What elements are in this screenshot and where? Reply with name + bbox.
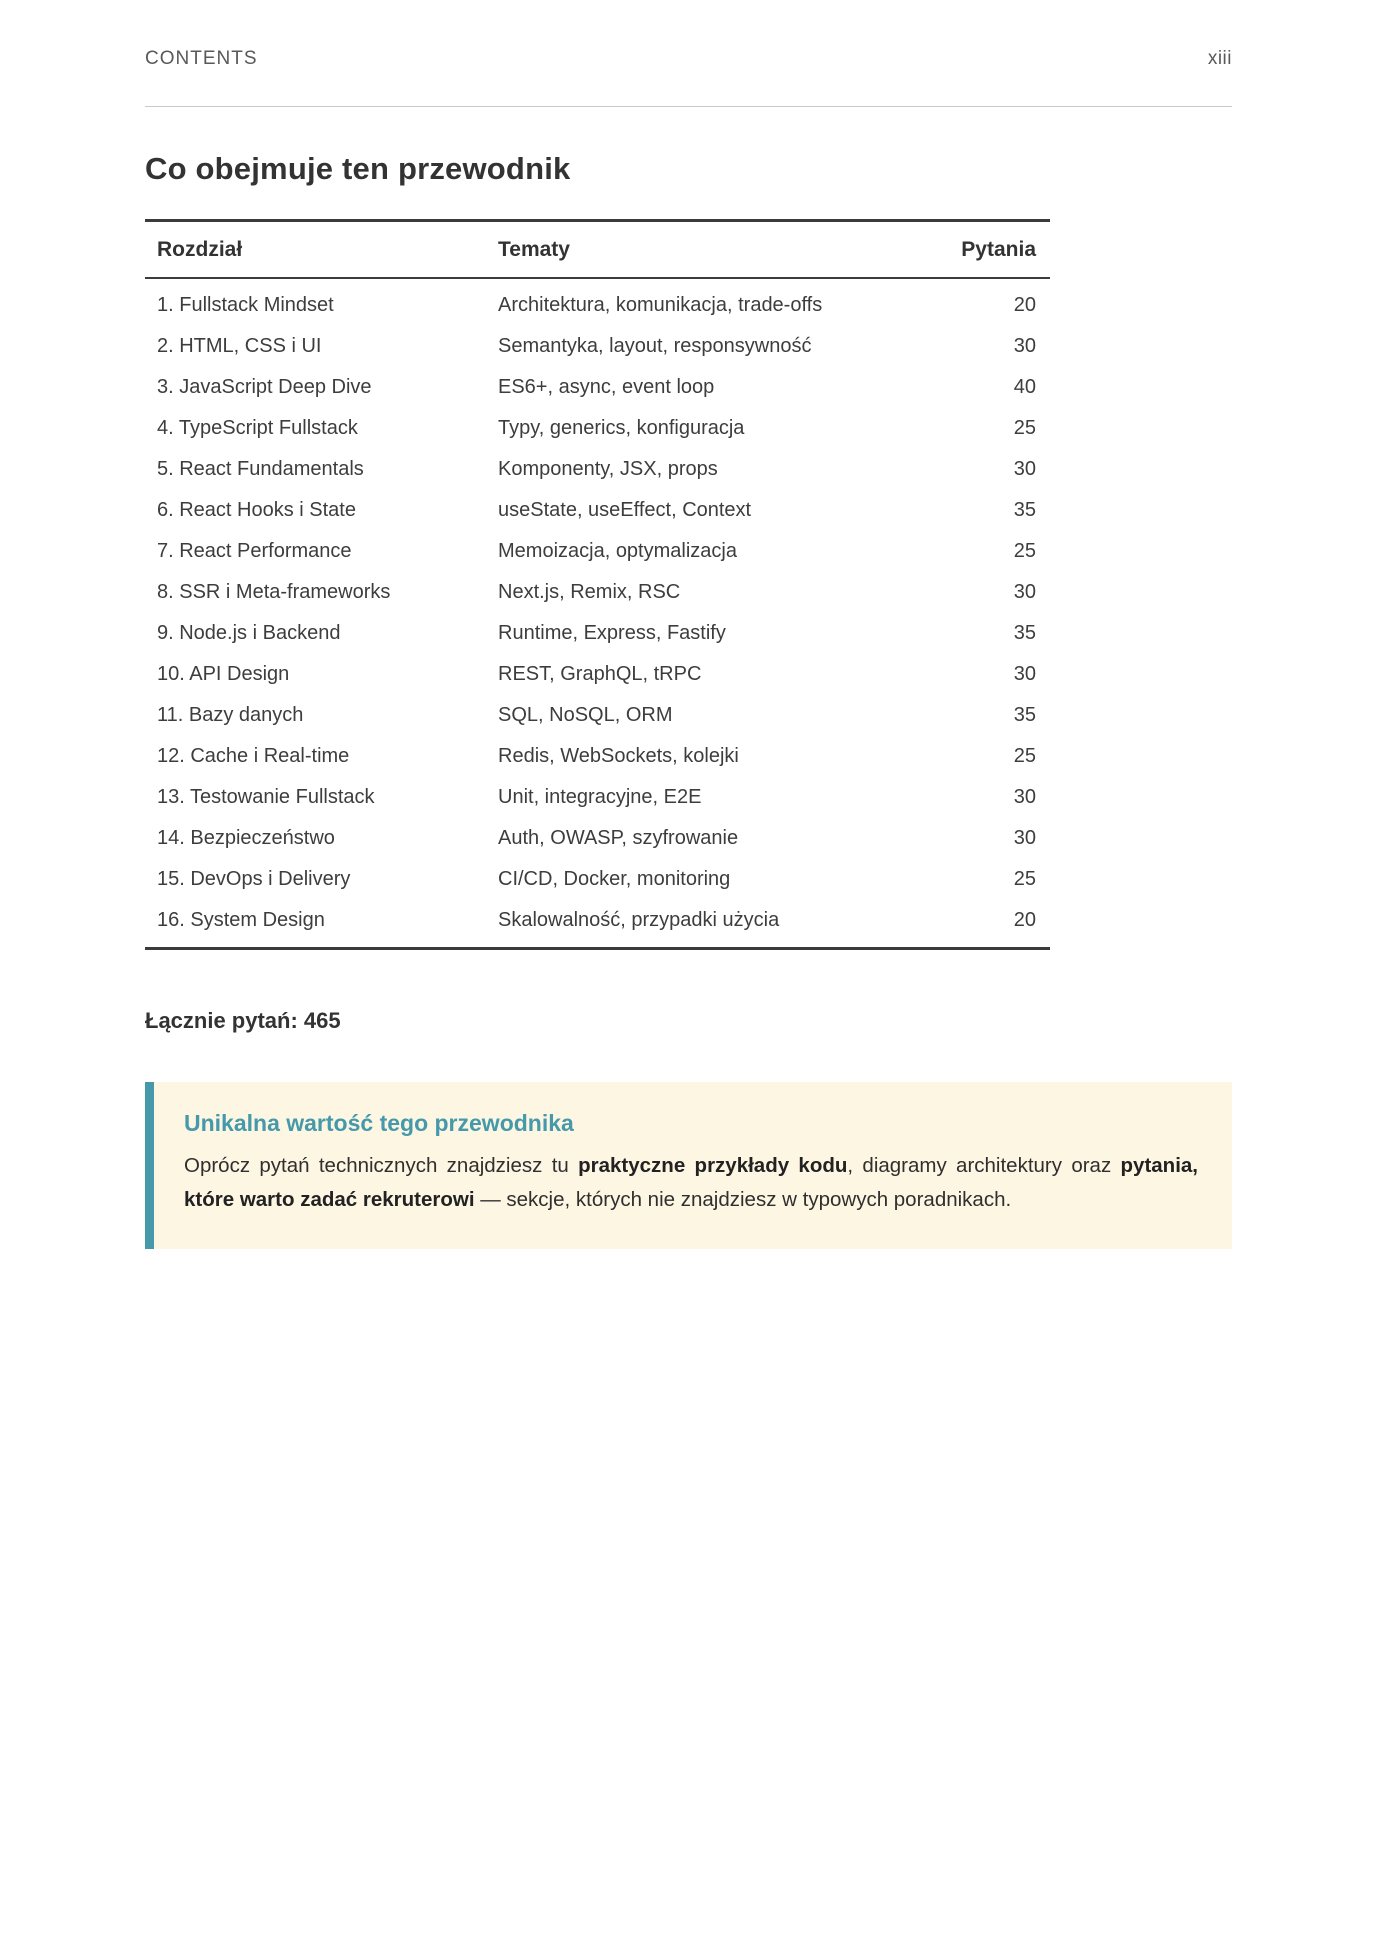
topics-cell: Skalowalność, przypadki użycia bbox=[498, 909, 780, 931]
column-header-topics: Tematy bbox=[498, 221, 960, 279]
table-row bbox=[145, 408, 1050, 449]
questions-cell: 30 bbox=[1013, 335, 1036, 357]
table-row bbox=[145, 572, 1050, 613]
questions-cell: 25 bbox=[1013, 745, 1036, 767]
chapter-cell: 5. React Fundamentals bbox=[157, 458, 364, 480]
topics-cell: Next.js, Remix, RSC bbox=[498, 581, 681, 603]
topics-cell: SQL, NoSQL, ORM bbox=[498, 704, 673, 726]
table-row bbox=[145, 654, 1050, 695]
questions-cell: 30 bbox=[1013, 827, 1036, 849]
topics-cell: Unit, integracyjne, E2E bbox=[498, 786, 702, 808]
table-row bbox=[145, 695, 1050, 736]
topics-cell: CI/CD, Docker, monitoring bbox=[498, 868, 731, 890]
chapter-cell: 8. SSR i Meta-frameworks bbox=[157, 581, 391, 603]
chapter-cell: 7. React Performance bbox=[157, 540, 352, 562]
questions-cell: 30 bbox=[1013, 663, 1036, 685]
topics-cell: ES6+, async, event loop bbox=[498, 376, 715, 398]
total-questions: Łącznie pytań: 465 bbox=[145, 1008, 341, 1033]
topics-cell: Auth, OWASP, szyfrowanie bbox=[498, 827, 739, 849]
page-number: xiii bbox=[1207, 48, 1232, 69]
questions-cell: 35 bbox=[1013, 704, 1036, 726]
topics-cell: Redis, WebSockets, kolejki bbox=[498, 745, 739, 767]
questions-cell: 35 bbox=[1013, 499, 1036, 521]
table-row bbox=[145, 818, 1050, 859]
chapter-cell: 6. React Hooks i State bbox=[157, 499, 356, 521]
chapter-cell: 1. Fullstack Mindset bbox=[157, 294, 334, 316]
topics-cell: useState, useEffect, Context bbox=[498, 499, 752, 521]
running-header-title: CONTENTS bbox=[145, 48, 258, 69]
chapter-cell: 3. JavaScript Deep Dive bbox=[157, 376, 372, 398]
chapter-cell: 10. API Design bbox=[157, 663, 290, 685]
chapter-cell: 15. DevOps i Delivery bbox=[157, 868, 351, 890]
table-row bbox=[145, 490, 1050, 531]
chapter-cell: 11. Bazy danych bbox=[157, 704, 304, 726]
questions-cell: 25 bbox=[1013, 540, 1036, 562]
chapter-cell: 16. System Design bbox=[157, 909, 325, 931]
callout-box bbox=[145, 1082, 1232, 1249]
questions-cell: 30 bbox=[1013, 581, 1036, 603]
topics-cell: Runtime, Express, Fastify bbox=[498, 622, 726, 644]
chapter-cell: 14. Bezpieczeństwo bbox=[157, 827, 335, 849]
questions-cell: 25 bbox=[1013, 868, 1036, 890]
questions-cell: 30 bbox=[1013, 786, 1036, 808]
table-row bbox=[145, 449, 1050, 490]
column-header-questions: Pytania bbox=[960, 221, 1050, 279]
callout-body: Oprócz pytań technicznych znajdziesz tu praktyczne przykłady kodu, diagramy architektury oraz pytania, które warto zadać rekruterowi — sekcje, których nie znajdziesz w typowych poradnikach. bbox=[184, 1154, 1198, 1211]
chapter-cell: 2. HTML, CSS i UI bbox=[157, 335, 322, 357]
chapter-cell: 13. Testowanie Fullstack bbox=[157, 786, 375, 808]
questions-cell: 30 bbox=[1013, 458, 1036, 480]
topics-cell: REST, GraphQL, tRPC bbox=[498, 663, 702, 685]
table-row bbox=[145, 613, 1050, 654]
chapter-cell: 12. Cache i Real-time bbox=[157, 745, 350, 767]
topics-cell: Semantyka, layout, responsywność bbox=[498, 335, 812, 357]
column-header-chapter: Rozdział bbox=[145, 221, 498, 279]
topics-cell: Komponenty, JSX, props bbox=[498, 458, 718, 480]
topics-cell: Memoizacja, optymalizacja bbox=[498, 540, 737, 562]
page-title: Co obejmuje ten przewodnik bbox=[145, 151, 571, 186]
chapter-cell: 9. Node.js i Backend bbox=[157, 622, 341, 644]
table-row bbox=[145, 900, 1050, 949]
topics-cell: Architektura, komunikacja, trade-offs bbox=[498, 294, 823, 316]
table-row bbox=[145, 278, 1050, 326]
header-divider bbox=[145, 106, 1232, 107]
questions-cell: 40 bbox=[1013, 376, 1036, 398]
table-header-row bbox=[145, 221, 1050, 279]
chapter-cell: 4. TypeScript Fullstack bbox=[157, 417, 358, 439]
table-row bbox=[145, 326, 1050, 367]
contents-table bbox=[145, 219, 1050, 950]
questions-cell: 20 bbox=[1013, 909, 1036, 931]
questions-cell: 20 bbox=[1013, 294, 1036, 316]
table-row bbox=[145, 736, 1050, 777]
table-row bbox=[145, 531, 1050, 572]
running-header bbox=[145, 48, 1232, 70]
questions-cell: 35 bbox=[1013, 622, 1036, 644]
table-row bbox=[145, 859, 1050, 900]
questions-cell: 25 bbox=[1013, 417, 1036, 439]
table-row bbox=[145, 777, 1050, 818]
callout-title: Unikalna wartość tego przewodnika bbox=[184, 1110, 574, 1136]
table-row bbox=[145, 367, 1050, 408]
topics-cell: Typy, generics, konfiguracja bbox=[498, 417, 745, 439]
